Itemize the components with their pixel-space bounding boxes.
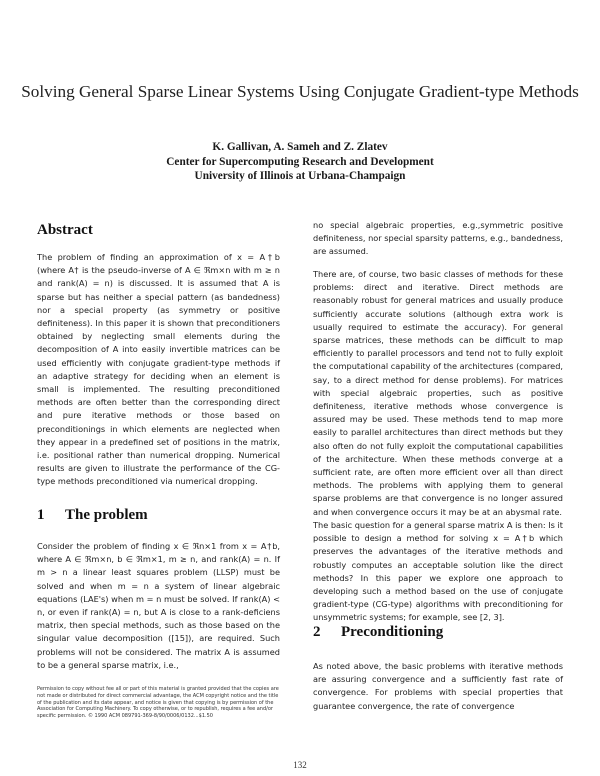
right-paragraph-2: There are, of course, two basic classes of methods for these problems: direct and iterative. Direct methods are reasonably robust for general matrices and usually produce sufficiently accurate solutions (although extra work is usually required to estimate the accuracy). For general sparse matrices, these methods can be difficult to map efficiently to parallel processors and tend not to fully exploit the computational capability of the architectures (compared, say, to a direct method for dense problems). For matrices with special algebraic properties, such as positive definiteness, iterative methods whose convergence is assured may be used. These methods tend to map more easily to parallel architectures than direct methods but they also often do not fully exploit the computational capabilities of the architecture. When these methods converge at a sufficient rate, are often more efficient over all than direct methods. The problems with applying them to general sparse problems are that convergence is no longer assured and when convergence occurs it may be at an abysmal rate. — [313, 269, 563, 517]
copyright-footnote: Permission to copy without fee all or part of this material is granted provided that the copies are not made or distributed for direct commercial advantage, the ACM copyright notice and the title of the publication and its date appear, and notice is given that copying is by permission of the Association for Computing Machinery. To copy otherwise, or to republish, requires a fee and/or specific permission. © 1990 ACM 089791-369-8/90/0006/0132...$1.50 — [37, 686, 279, 720]
affiliation-line-2: University of Illinois at Urbana-Champaign — [194, 170, 406, 182]
section-1-text: Consider the problem of finding x ∈ ℜn×1 from x = A†b, where A ∈ ℜm×n, b ∈ ℜm×1, m ≥ n, and rank(A) = n. If m > n a linear least squares problem (LLSP) must be solved and when m = n a system of linear algebraic equations (LAE's) when m = n must be solved. If rank(A) < n, or even if rank(A) = n, but A is close to a rank-deficiens matrix, then special methods, such as those based on the singular value decomposition ([15]), are required. Such problems will not be considered. The matrix A is assumed to be a general sparse matrix, i.e., — [37, 541, 280, 670]
paper-title: Solving General Sparse Linear Systems Using Conjugate Gradient-type Methods — [21, 82, 579, 101]
right-paragraph-3: The basic question for a general sparse matrix A is then: Is it possible to design a method for solving x = A†b which preserves the advantages of the iterative methods and robustly computes an acceptable solution like the direct methods? In this paper we explore one approach to developing such a method based on the use of conjugate gradient-type (CG-type) algorithms with preconditioning for unsymmetric systems; for example, see [2, 3]. — [313, 520, 564, 623]
section-1-heading — [37, 507, 148, 524]
page-number: 132 — [293, 760, 307, 770]
right-paragraph-1: no special algebraic properties, e.g.,symmetric positive definiteness, nor special sparsity patterns, e.g., bandedness, are assumed. — [313, 220, 563, 257]
abstract-text: The problem of finding an approximation of x = A†b (where A† is the pseudo-inverse of A ∈ ℜm×n with m ≥ n and rank(A) = n) is discussed. It is assumed that A is sparse but has neither a special pattern (as bandedness) nor a special property (as symmetry or positive definiteness). In this paper it is shown that preconditioners obtained by neglecting small elements during the decomposition of A into easily invertible matrices can be used efficiently with conjugate gradient-type methods if an adaptive strategy for deciding when an element is small is implemented. The resulting preconditioned methods are often better than the corresponding direct and pure iterative methods or those based on preconditionings in which elements are neglected when they appear in a predefined set of positions in the matrix, i.e. positional rather than numerical dropping. Numerical results are given to illustrate the performance of the CG-type methods preconditioned via numerical dropping. — [37, 252, 280, 487]
section-2-text: As noted above, the basic problems with iterative methods are assuring convergence and a sufficiently fast rate of convergence. For problems with special properties that guarantee convergence, the rate of convergence — [313, 661, 563, 711]
affiliation-line-1: Center for Supercomputing Research and Development — [166, 155, 434, 168]
section-1-number: 1 — [37, 507, 45, 523]
section-1-title: The problem — [65, 507, 148, 523]
abstract-heading: Abstract — [37, 222, 93, 238]
section-2-number: 2 — [313, 624, 321, 640]
author-block — [20, 140, 580, 184]
section-2-heading — [313, 624, 443, 641]
section-2-title: Preconditioning — [341, 624, 444, 640]
authors: K. Gallivan, A. Sameh and Z. Zlatev — [212, 141, 388, 153]
